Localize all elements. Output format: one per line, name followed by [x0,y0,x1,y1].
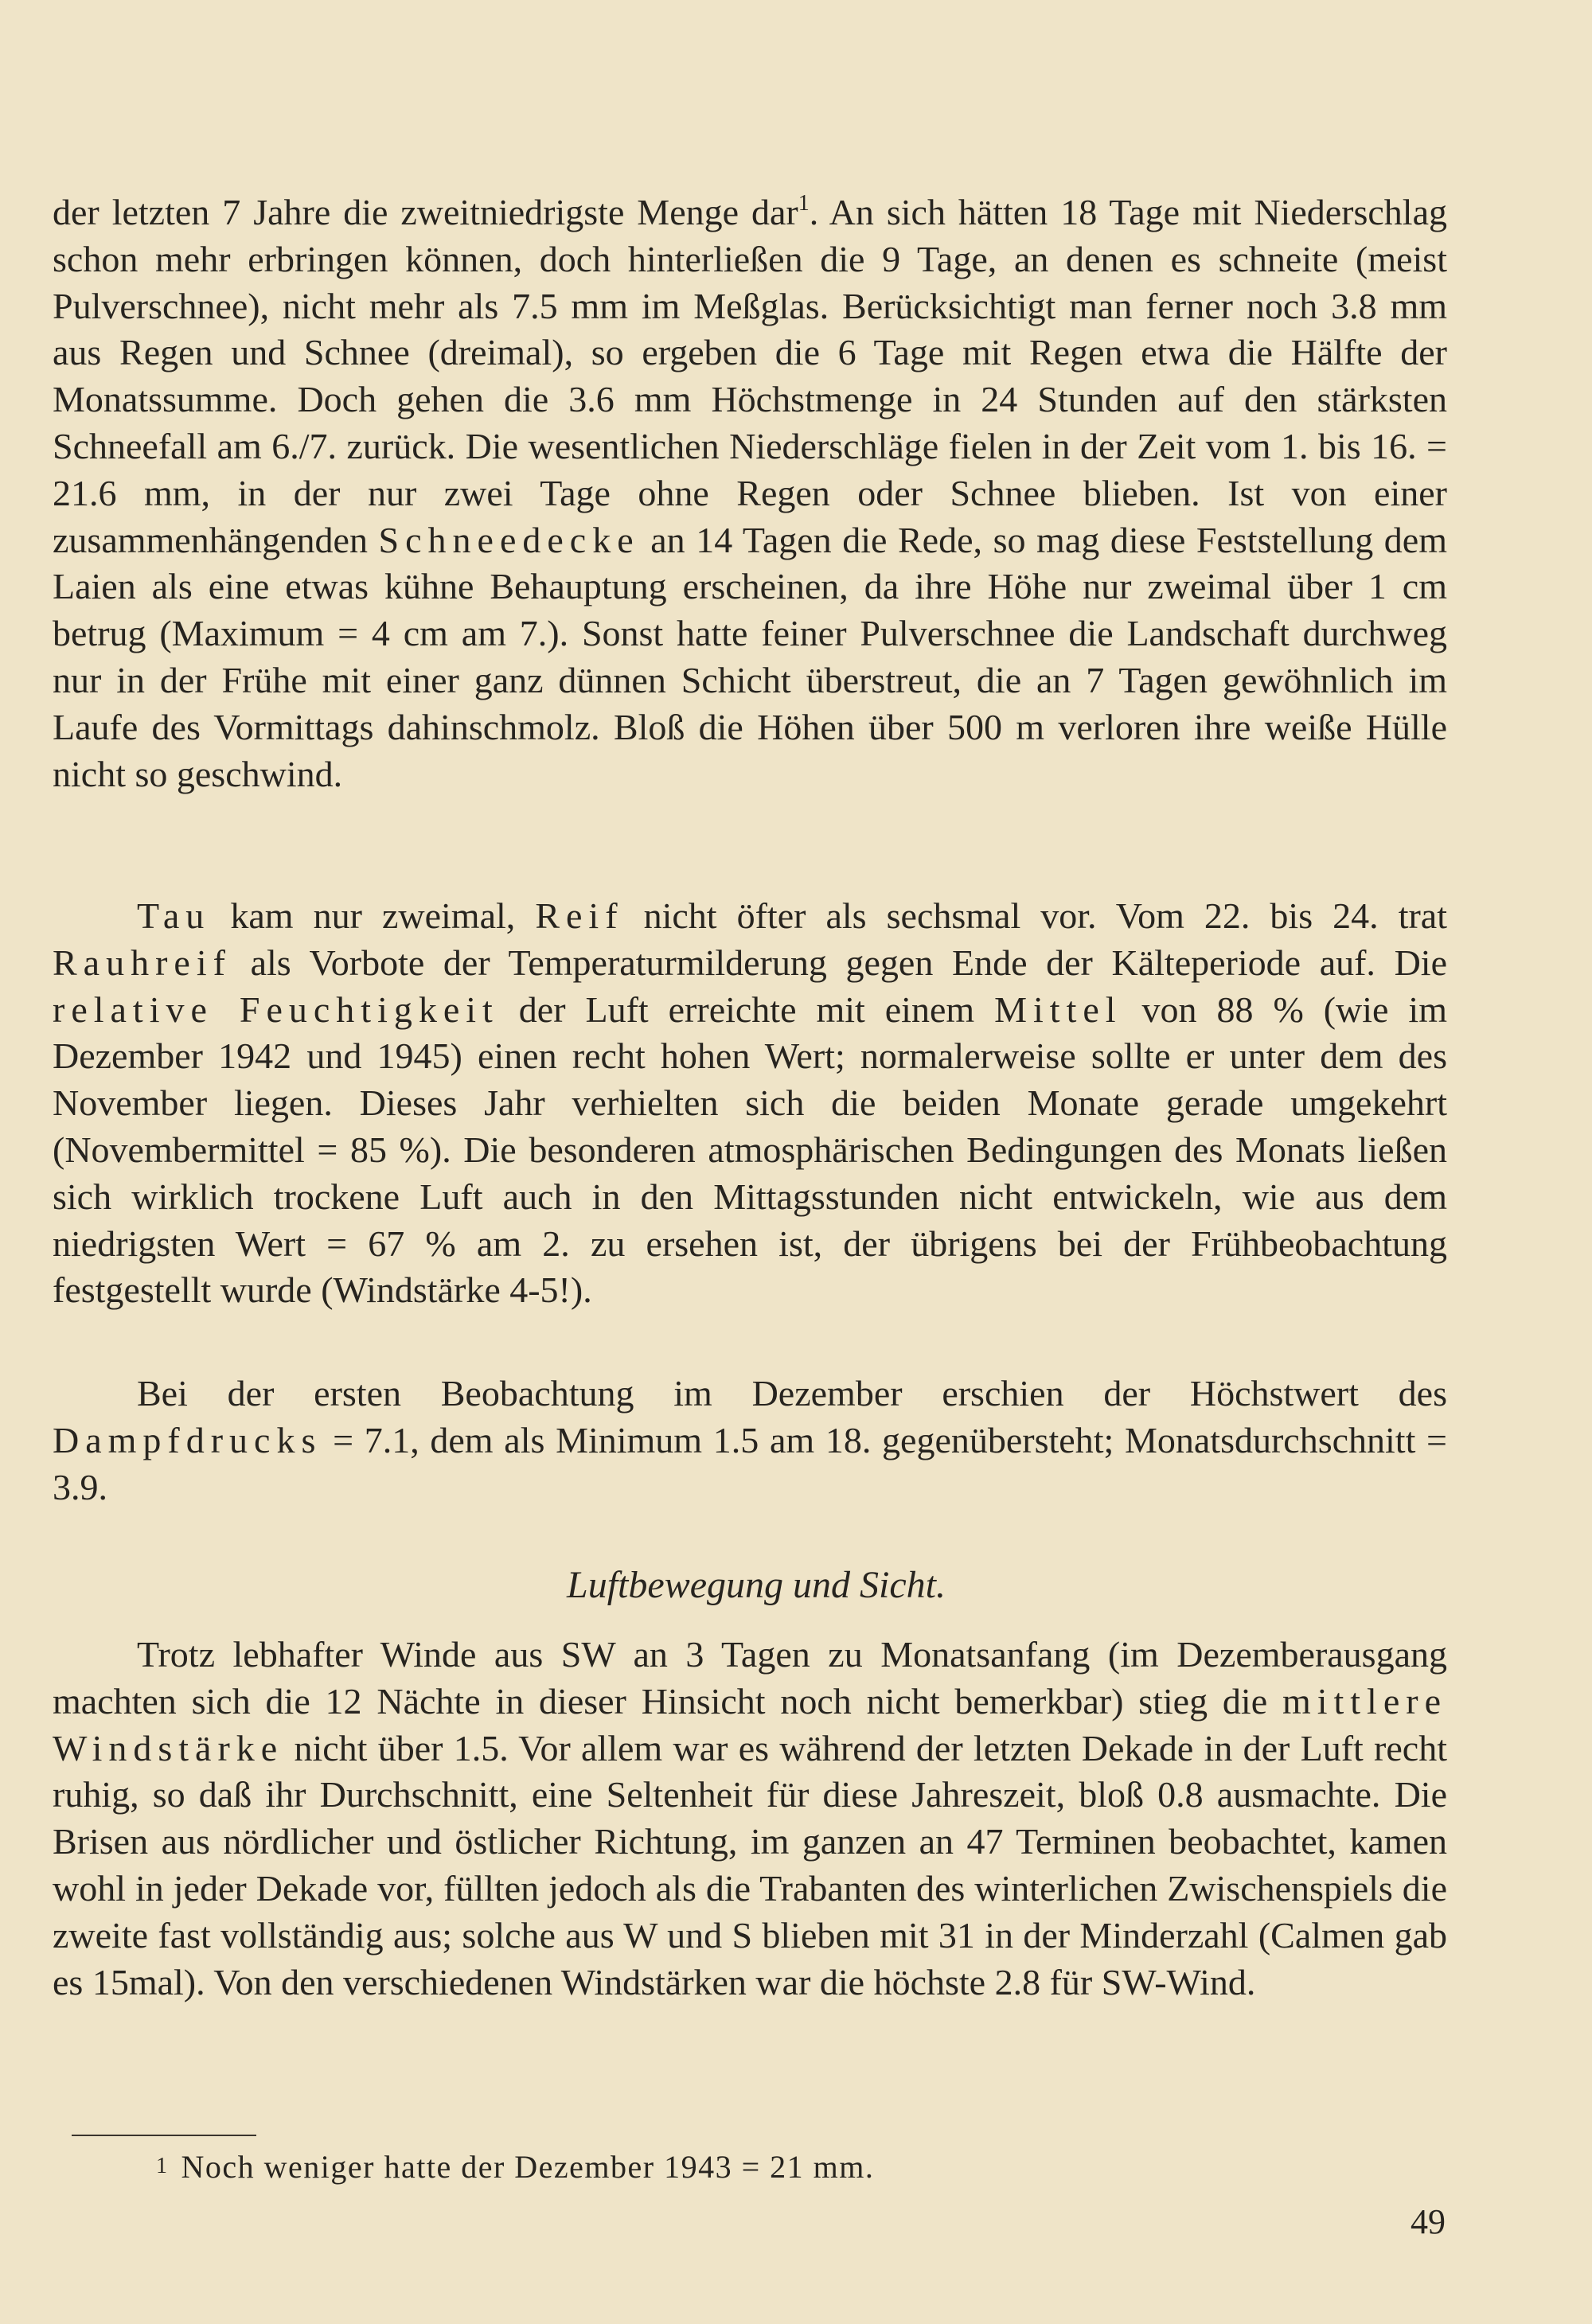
footnote-mark: 1 [156,2154,169,2178]
text-run: Bei der ersten Beobachtung im Dezember erschien der Höchstwert des [137,1373,1447,1414]
footnote-reference[interactable]: 1 [798,191,810,216]
text-run: der Luft erreichte mit einem [498,988,995,1030]
text-run: nicht öfter als sechsmal vor. Vom 22. bis 24. trat [623,895,1447,936]
paragraph-text [53,1371,1447,1511]
text-run: kam nur zweimal, [210,895,536,936]
text-run: als Vorbote der Temperaturmilderung gegen Ende der Kälteperiode auf. Die [231,942,1447,983]
emphasis-term: Rauhreif [53,942,232,983]
paragraph-text [53,189,1447,797]
paragraph-text [53,1632,1447,2006]
page-number: 49 [1411,2202,1446,2241]
section-heading: Luftbewegung und Sicht. [567,1564,946,1606]
text-run: nicht über 1.5. Vor allem war es während der letzten Dekade in der Luft recht ruhig, so daß ihr Durchschnitt, eine Seltenheit für diese Jahreszeit, bloß 0.8 ausmachte. Die Brisen aus nördlicher und östlicher Richtung, im ganzen an 47 Terminen beobachtet, kamen wohl in jeder Dekade vor, füllten jedoch als die Trabanten des winterlichen Zwischenspiels die zweite fast vollständig aus; solche aus W und S blieben mit 31 in der Minderzahl (Calmen gab es 15mal). Von den verschiedenen Windstärken war die höchste 2.8 für SW-Wind. [53,1727,1447,2002]
footnote-divider [72,2135,256,2136]
paragraph-text [53,893,1447,1314]
emphasis-term: relative Feuchtigkeit [53,988,499,1030]
footnote-text: Noch weniger hatte der Dezember 1943 = 21 mm. [181,2149,875,2185]
paragraph-vapor-pressure [53,1371,1447,1511]
emphasis-term: Schneedecke [378,519,640,560]
paragraph-dew-humidity [53,893,1447,1314]
paragraph-wind [53,1632,1447,2006]
emphasis-term: Dampfdrucks [53,1419,322,1460]
emphasis-term: Mittel [994,988,1122,1030]
text-run: von 88 % (wie im Dezember 1942 und 1945) einen recht hohen Wert; normalerweise sollte er unter dem des November liegen. Dieses Jahr verhielten sich die beiden Monate gerade umgekehrt (Novembermittel = 85 %). Die besonderen atmosphärischen Bedingungen des Monats ließen sich wirklich trockene Luft auch in den Mittagsstunden nicht entwickeln, wie aus dem niedrigsten Wert = 67 % am 2. zu ersehen ist, der übrigens bei der Frühbeobachtung festgestellt wurde (Windstärke 4-5!). [53,988,1447,1311]
text-run: der letzten 7 Jahre die zweitniedrigste Menge dar [53,192,798,232]
text-run: an 14 Tagen die Rede, so mag diese Feststellung dem Laien als eine etwas kühne Behauptung erscheinen, da ihre Höhe nur zweimal über 1 cm betrug (Maximum = 4 cm am 7.). Sonst hatte feiner Pulverschnee die Landschaft durchweg nur in der Frühe mit einer ganz dünnen Schicht überstreut, die an 7 Tagen gewöhnlich im Laufe des Vormittags dahinschmolz. Bloß die Höhen über 500 m verloren ihre weiße Hülle nicht so geschwind. [53,519,1448,794]
text-run: Trotz lebhafter Winde aus SW an 3 Tagen zu Monatsanfang (im Dezemberausgang machten sich die 12 Nächte in dieser Hinsicht noch nicht bemerkbar) stieg die [53,1634,1447,1722]
paragraph-precipitation [53,189,1447,797]
text-run: . An sich hätten 18 Tage mit Niederschlag schon mehr erbringen können, doch hinterließen die 9 Tage, an denen es schneite (meist Pulverschnee), nicht mehr als 7.5 mm im Meßglas. Berücksichtigt man ferner noch 3.8 mm aus Regen und Schnee (dreimal), so ergeben die 6 Tage mit Regen etwa die Hälfte der Monatssumme. Doch gehen die 3.6 mm Höchstmenge in 24 Stunden auf den stärksten Schneefall am 6./7. zurück. Die wesentlichen Niederschläge fielen in der Zeit vom 1. bis 16. = 21.6 mm, in der nur zwei Tage ohne Regen oder Schnee blieben. Ist von einer zusammenhängenden [53,192,1448,560]
footnote [156,2144,874,2189]
emphasis-term: Reif [535,895,624,936]
emphasis-term: Tau [137,895,211,936]
text-run: = 7.1, dem als Minimum 1.5 am 18. gegenübersteht; Monatsdurchschnitt = 3.9. [53,1419,1447,1507]
emphasis-term: mittlere Windstärke [53,1680,1447,1768]
